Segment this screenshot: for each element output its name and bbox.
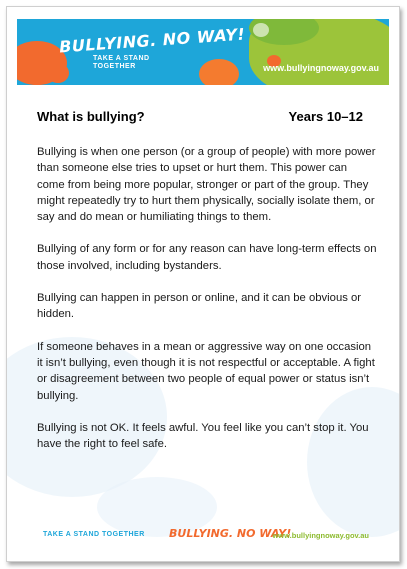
paragraph: Bullying is when one person (or a group of people) with more power than someone else tries to upset or hurt them. This power can come from being more popular, stronger or part of the group. They might repeatedly try to hurt them physically, socially isolate them, or say and do mean or humiliating things to them. — [37, 146, 376, 224]
paragraph: If someone behaves in a mean or aggressive way on one occasion it isn’t bullying, even though it is not respectful or acceptable. A fight or disagreement between two people of equal power or status isn’t bullying. — [37, 340, 375, 402]
footer-logo: BULLYING. NO WAY! — [169, 527, 292, 540]
year-level-label: Years 10–12 — [288, 109, 363, 124]
paint-splash — [253, 23, 269, 37]
paint-splash — [47, 63, 69, 83]
header-url: www.bullyingnoway.gov.au — [263, 63, 379, 73]
body-content — [37, 144, 377, 468]
footer — [17, 527, 389, 551]
header-banner — [17, 19, 389, 85]
paragraph: Bullying can happen in person or online, and it can be obvious or hidden. — [37, 292, 362, 321]
page-title: What is bullying? — [37, 109, 145, 124]
paragraph: Bullying of any form or for any reason can have long-term effects on those involved, including bystanders. — [37, 243, 377, 272]
paragraph: Bullying is not OK. It feels awful. You feel like you can’t stop it. You have the right to feel safe. — [37, 421, 369, 451]
document-page — [6, 6, 400, 562]
footer-url: www.bullyingnoway.gov.au — [272, 531, 369, 540]
paint-splash — [199, 59, 239, 85]
footer-tagline: TAKE A STAND TOGETHER — [43, 531, 145, 538]
bullying-no-way-logo: BULLYING. NO WAY! — [58, 24, 246, 57]
heading-row — [37, 109, 373, 127]
header-tagline: TAKE A STAND TOGETHER — [93, 55, 150, 70]
